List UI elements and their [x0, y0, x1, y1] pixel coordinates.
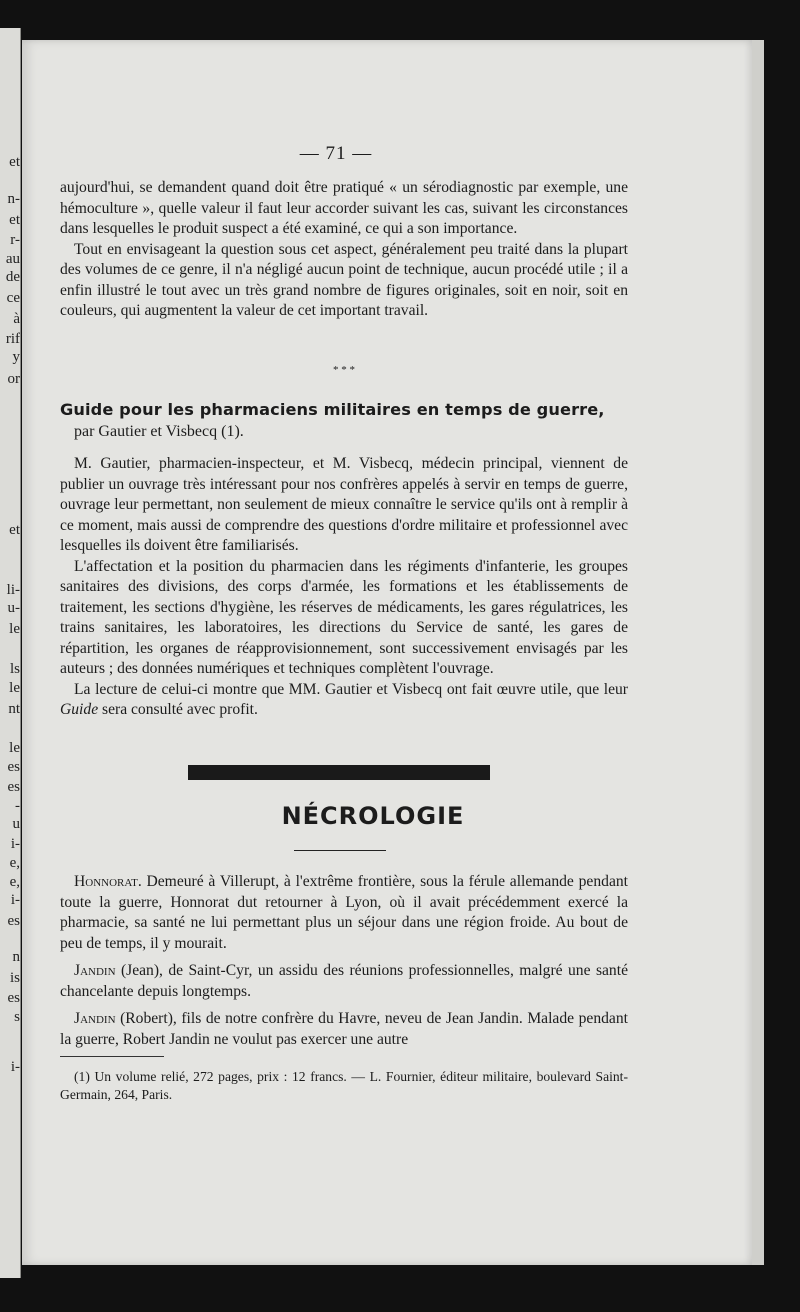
- entry-name: Jandin: [74, 1010, 116, 1027]
- adjacent-page-fragment: es: [7, 779, 20, 795]
- adjacent-page-fragment: le: [9, 680, 20, 696]
- adjacent-page-fragment: es: [7, 759, 20, 775]
- adjacent-page-fragment: au: [5, 251, 20, 267]
- footnote-rule: [60, 1056, 164, 1057]
- paragraph: M. Gautier, pharmacien-inspecteur, et M. Visbecq, médecin principal, viennent de publier un ouvrage très intéressant pour nos confrères appelés à servir en temps de guerre, ouvrage leur permettant, non seulement de mieux connaître le service qu'ils ont à remplir à ce moment, mais aussi de comprendre des questions d'ordre militaire et professionnel avec lesquelles ils doivent être familiarisés.: [60, 455, 628, 554]
- adjacent-page-fragment: y: [12, 349, 20, 365]
- adjacent-page-fragment: is: [9, 970, 20, 986]
- adjacent-page-fragment: de: [5, 269, 20, 285]
- adjacent-page-fragment: i-: [10, 1059, 20, 1075]
- intro-text: [60, 178, 628, 322]
- entry-text: Demeuré à Villerupt, à l'extrême frontière, sous la férule allemande pendant toute la guerre, Honnorat dut retourner à Lyon, où il avait précédemment exercé la pharmacie, sa santé ne lui permettant plus un séjour dans une région froide. Au bout de peu de temps, il y mourait.: [60, 873, 628, 952]
- review-body: [60, 454, 628, 721]
- review-title: Guide pour les pharmaciens militaires en temps de guerre,: [60, 400, 605, 419]
- adjacent-page-fragment: le: [9, 621, 20, 637]
- adjacent-page-fragment: or: [7, 371, 20, 387]
- adjacent-page-fragment: u-: [7, 600, 20, 616]
- entry-text: (Jean), de Saint-Cyr, un assidu des réunions professionnelles, malgré une santé chancelante depuis longtemps.: [60, 962, 628, 1000]
- adjacent-page-fragment: e,: [9, 855, 20, 871]
- adjacent-page-fragment: s: [14, 1009, 20, 1025]
- adjacent-page-fragment: n: [12, 949, 20, 965]
- review-byline: par Gautier et Visbecq (1).: [74, 423, 244, 440]
- adjacent-page-strip: [0, 28, 21, 1278]
- adjacent-page-fragment: es: [7, 913, 20, 929]
- footnote: [60, 1068, 628, 1104]
- adjacent-page-fragment: n-: [7, 191, 20, 207]
- paragraph: aujourd'hui, se demandent quand doit être pratiqué « un sérodiagnostic par exemple, une hémoculture », quelle valeur il faut leur accorder suivant les cas, suivant les circonstances dans lesquelles le produit suspect a été examiné, ce qui a son importance.: [60, 179, 628, 237]
- footnote-text: (1) Un volume relié, 272 pages, prix : 12 francs. — L. Fournier, éditeur militaire, boulevard Saint-Germain, 264, Paris.: [60, 1069, 628, 1102]
- entry-text: (Robert), fils de notre confrère du Havre, neveu de Jean Jandin. Malade pendant la guerre, Robert Jandin ne voulut pas exercer une autre: [60, 1010, 628, 1048]
- necrology-entry: [60, 961, 628, 1002]
- adjacent-page-fragment: et: [9, 522, 20, 538]
- adjacent-page-fragment: es: [7, 990, 20, 1006]
- adjacent-page-fragment: r-: [10, 232, 20, 248]
- closing-italic: Guide: [60, 701, 99, 718]
- necrology-title: NÉCROLOGIE: [281, 802, 465, 830]
- section-separator: [60, 366, 628, 375]
- title-underline: [294, 850, 386, 851]
- entry-name: Jandin: [74, 962, 116, 979]
- page-number: — 71 —: [299, 143, 373, 164]
- adjacent-page-fragment: et: [9, 154, 20, 170]
- adjacent-page-fragment: ce: [6, 290, 20, 306]
- adjacent-page-fragment: nt: [8, 701, 20, 717]
- adjacent-page-fragment: -: [15, 798, 20, 814]
- adjacent-page-fragment: li-: [6, 582, 20, 598]
- adjacent-page-fragment: à: [13, 311, 20, 327]
- entry-name: Honnorat.: [74, 873, 142, 890]
- paragraph: L'affectation et la position du pharmacien dans les régiments d'infanterie, les groupes sanitaires des divisions, des corps d'armée, les formations et les établissements de traitement, les sections d'hygiène, les réserves de médicaments, les gares régulatrices, les trains sanitaires, les laboratoires, les directions du Service de santé, les gares de répartition, les organes de réapprovisionnement, sont successivement envisagés par les auteurs ; des données numériques et techniques complètent l'ouvrage.: [60, 557, 628, 677]
- closing-text: La lecture de celui-ci montre que MM. Gautier et Visbecq ont fait œuvre utile, que leur: [74, 680, 628, 698]
- necrology-entry: [60, 1009, 628, 1050]
- page-edge: [752, 40, 764, 1265]
- adjacent-page-fragment: u: [12, 816, 20, 832]
- necrology-entry: [60, 872, 628, 954]
- adjacent-page-fragment: ls: [9, 661, 20, 677]
- paragraph: [60, 680, 628, 721]
- adjacent-page-fragment: rif: [5, 331, 20, 347]
- adjacent-page-fragment: i-: [10, 892, 20, 908]
- adjacent-page-fragment: e,: [9, 874, 20, 890]
- closing-text: sera consulté avec profit.: [98, 701, 258, 718]
- section-divider-bar: [188, 765, 490, 780]
- adjacent-page-fragment: i-: [10, 836, 20, 852]
- separator-stars: * * *: [333, 364, 355, 376]
- paragraph: Tout en envisageant la question sous cet aspect, généralement peu traité dans la plupart des volumes de ce genre, il n'a négligé aucun point de technique, aucun procédé utile ; il a enfin illustré le tout avec un très grand nombre de figures originales, soit en noir, soit en couleurs, qui augmentent la valeur de cet important travail.: [60, 240, 628, 319]
- adjacent-page-fragment: et: [9, 212, 20, 228]
- adjacent-page-fragment: le: [9, 740, 20, 756]
- book-page: [22, 40, 752, 1265]
- necrology-entries: [60, 872, 628, 1057]
